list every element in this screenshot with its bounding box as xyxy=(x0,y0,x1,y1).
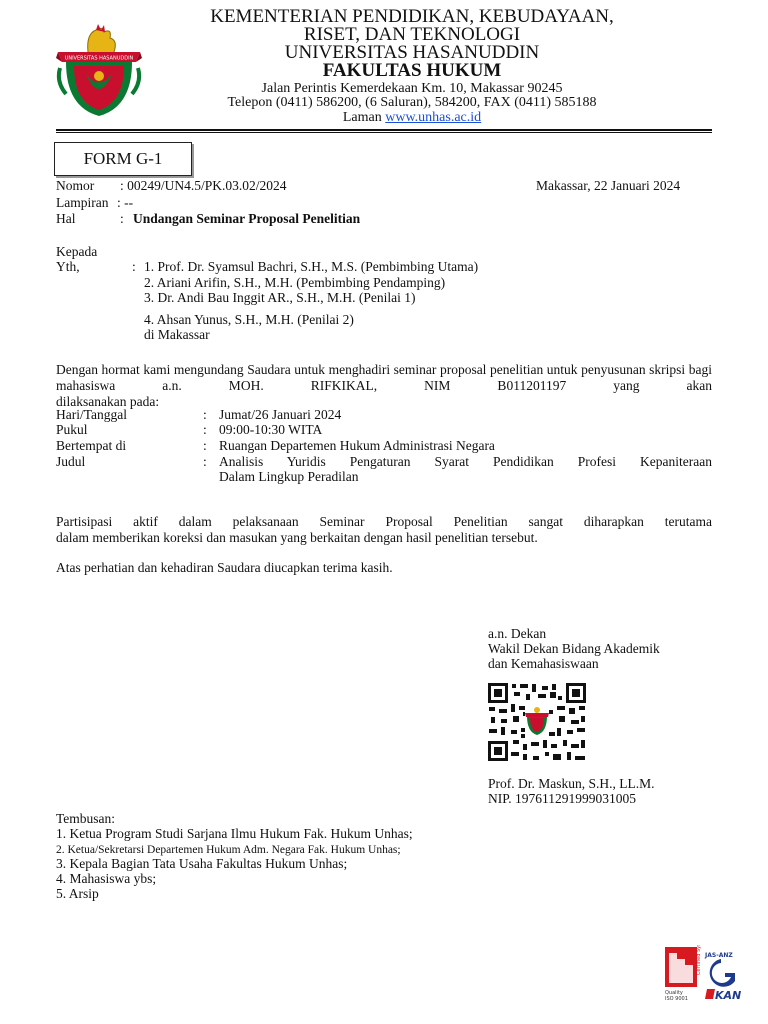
university-name: UNIVERSITAS HASANUDDIN xyxy=(284,42,540,63)
hal-value: Undangan Seminar Proposal Penelitian xyxy=(133,211,361,226)
detail-value: Ruangan Departemen Hukum Administrasi Negara xyxy=(219,438,495,453)
lampiran-label: Lampiran xyxy=(56,195,109,210)
signature-line1: a.n. Dekan xyxy=(488,626,547,641)
detail-value: 09:00-10:30 WITA xyxy=(219,422,323,437)
detail-label: Bertempat di xyxy=(56,438,127,453)
cc-item: 2. Ketua/Sekretarsi Departemen Hukum Adm. Negara Fak. Hukum Unhas; xyxy=(56,844,401,856)
hal-label: Hal xyxy=(56,211,76,226)
detail-value: Jumat/26 Januari 2024 xyxy=(219,407,342,422)
recipient-item: 3. Dr. Andi Bau Inggit AR., S.H., M.H. (Penilai 1) xyxy=(144,290,416,305)
faculty-name: FAKULTAS HUKUM xyxy=(322,60,502,81)
hal-colon: : xyxy=(120,211,124,226)
detail-colon: : xyxy=(203,422,207,437)
cc-item: 3. Kepala Bagian Tata Usaha Fakultas Hukum Unhas; xyxy=(56,856,348,871)
quality-text: Quality xyxy=(665,990,683,996)
recipient-item: 4. Ahsan Yunus, S.H., M.H. (Penilai 2) xyxy=(144,312,354,327)
address: Jalan Perintis Kemerdekaan Km. 10, Makassar 90245 xyxy=(261,81,563,96)
ministry-line2: RISET, DAN TEKNOLOGI xyxy=(303,24,521,45)
participation-paragraph: Partisipasi aktif dalam pelaksanaan Seminar Proposal Penelitian sangat diharapkan terutama xyxy=(56,514,712,529)
website-line xyxy=(170,110,654,126)
detail-label: Pukul xyxy=(56,422,88,437)
detail-colon: : xyxy=(203,407,207,422)
detail-label: Judul xyxy=(56,454,86,469)
recipient-item: 2. Ariani Arifin, S.H., M.H. (Pembimbing Pendamping) xyxy=(144,275,446,290)
nomor-value: : 00249/UN4.5/PK.03.02/2024 xyxy=(120,178,287,193)
intro-paragraph-end: dilaksanakan pada: xyxy=(56,394,160,409)
intro-paragraph: Dengan hormat kami mengundang Saudara untuk menghadiri seminar proposal penelitian untuk penyusunan skripsi bagi mahasiswa a.n. MOH. RIFKIKAL, NIM B011201197 yang akan xyxy=(56,362,712,393)
letter-date: Makassar, 22 Januari 2024 xyxy=(536,178,681,193)
yth-label: Yth, xyxy=(56,259,80,274)
kepada-label: Kepada xyxy=(56,244,98,259)
certified-system-text: Certified System xyxy=(696,945,702,975)
form-label-box xyxy=(54,142,192,176)
yth-colon: : xyxy=(132,259,136,274)
detail-colon: : xyxy=(203,438,207,453)
signatory-nip: NIP. 197611291999031005 xyxy=(488,791,637,806)
website-label: Laman xyxy=(342,110,382,125)
detail-value: Analisis Yuridis Pengaturan Syarat Pendidikan Profesi Kepaniteraan xyxy=(219,454,712,469)
logo-ribbon-text: UNIVERSITAS HASANUDDIN xyxy=(64,55,134,62)
website-link[interactable]: www.unhas.ac.id xyxy=(385,110,482,125)
header-rule-thick xyxy=(56,129,712,131)
form-label: FORM G-1 xyxy=(83,149,163,168)
cc-title: Tembusan: xyxy=(56,811,116,826)
signature-qr-code xyxy=(487,682,587,762)
jas-anz-text: JAS-ANZ xyxy=(705,952,733,959)
header-rule-thin xyxy=(56,132,712,133)
lampiran-value: : -- xyxy=(117,195,134,210)
iso-text: ISO 9001 xyxy=(665,996,688,1002)
cc-item: 1. Ketua Program Studi Sarjana Ilmu Hukum Fak. Hukum Unhas; xyxy=(56,826,413,841)
signature-line2: Wakil Dekan Bidang Akademik xyxy=(488,641,660,656)
recipient-location: di Makassar xyxy=(144,327,210,342)
judul-continuation: Dalam Lingkup Peradilan xyxy=(219,469,359,484)
cc-item: 5. Arsip xyxy=(56,886,99,901)
certification-logos xyxy=(655,945,755,1015)
detail-label: Hari/Tanggal xyxy=(56,407,128,422)
kan-text: KAN xyxy=(715,989,742,1002)
nomor-label: Nomor xyxy=(56,178,95,193)
signature-line3: dan Kemahasiswaan xyxy=(488,656,599,671)
signatory-name: Prof. Dr. Maskun, S.H., LL.M. xyxy=(488,776,655,791)
cc-item: 4. Mahasiswa ybs; xyxy=(56,871,157,886)
closing-sentence: Atas perhatian dan kehadiran Saudara diucapkan terima kasih. xyxy=(56,560,393,575)
phone: Telepon (0411) 586200, (6 Saluran), 584200, FAX (0411) 585188 xyxy=(227,95,597,110)
ministry-line1: KEMENTERIAN PENDIDIKAN, KEBUDAYAAN, xyxy=(210,6,614,27)
university-logo xyxy=(56,22,142,118)
detail-colon: : xyxy=(203,454,207,469)
recipient-item: 1. Prof. Dr. Syamsul Bachri, S.H., M.S. (Pembimbing Utama) xyxy=(144,259,479,274)
participation-paragraph-end: dalam memberikan koreksi dan masukan yang berkaitan dengan hasil penelitian tersebut. xyxy=(56,530,538,545)
